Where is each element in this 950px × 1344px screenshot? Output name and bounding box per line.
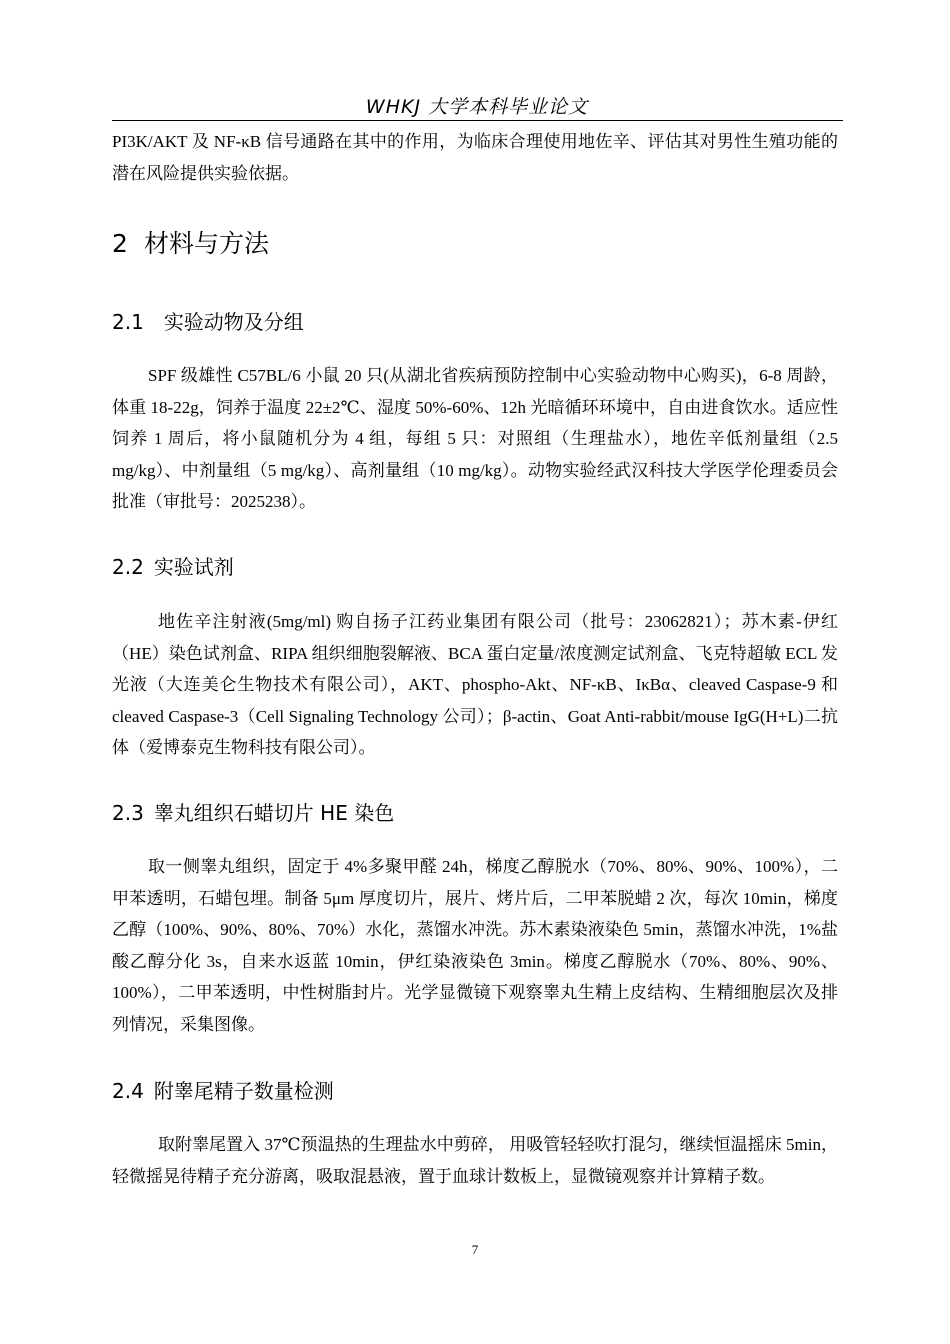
section-body-2-2: 地佐辛注射液(5mg/ml) 购自扬子江药业集团有限公司（批号：23062821）；苏木素-伊红（HE）染色试剂盒、RIPA 组织细胞裂解液、BCA 蛋白定量/浓度测定试剂盒、飞克特超敏 ECL 发光液（大连美仑生物技术有限公司），AKT、phospho-Akt、NF-κB、IκBα、cleaved Caspase-9 和 cleaved Caspase-3（Cell Signaling Technology 公司）；β-actin、Goat Anti-rabbit/mouse IgG(H+L)二抗体（爱博泰克生物科技有限公司）。 bbox=[112, 612, 838, 757]
section-title: 实验试剂 bbox=[153, 555, 234, 579]
section-number: 2.3 bbox=[112, 801, 144, 825]
section-body-2-3: 取一侧睾丸组织，固定于 4%多聚甲醛 24h，梯度乙醇脱水（70%、80%、90%、100%），二甲苯透明，石蜡包埋。制备 5μm 厚度切片，展片、烤片后，二甲苯脱蜡 2 次，每次 10min，梯度乙醇（100%、90%、80%、70%）水化，蒸馏水冲洗。苏木素染液染色 5min，蒸馏水冲洗，1%盐酸乙醇分化 3s，自来水返蓝 10min，伊红染液染色 3min。梯度乙醇脱水（70%、80%、90%、100%），二甲苯透明，中性树脂封片。光学显微镜下观察睾丸生精上皮结构、生精细胞层次及排列情况，采集图像。 bbox=[112, 857, 838, 1034]
chapter-number: 2 bbox=[112, 229, 128, 258]
section-heading-2-4 bbox=[112, 1075, 334, 1104]
section-title: 附睾尾精子数量检测 bbox=[153, 1079, 334, 1103]
section-number: 2.1 bbox=[112, 310, 144, 334]
section-body-2-4: 取附睾尾置入 37℃预温热的生理盐水中剪碎， 用吸管轻轻吹打混匀，继续恒温摇床 5min，轻微摇晃待精子充分游离，吸取混悬液，置于血球计数板上，显微镜观察并计算精子数。 bbox=[112, 1135, 838, 1186]
chapter-heading bbox=[112, 224, 269, 260]
chapter-title: 材料与方法 bbox=[144, 229, 270, 258]
section-heading-2-2 bbox=[112, 551, 234, 580]
section-title: 睾丸组织石蜡切片 HE 染色 bbox=[153, 801, 395, 825]
section-number: 2.2 bbox=[112, 555, 144, 579]
header-rule bbox=[112, 120, 843, 121]
running-header: WHKJ 大学本科毕业论文 bbox=[365, 96, 589, 118]
section-heading-2-3 bbox=[112, 797, 394, 826]
intro-continuation-paragraph: PI3K/AKT 及 NF-κB 信号通路在其中的作用，为临床合理使用地佐辛、评估其对男性生殖功能的潜在风险提供实验依据。 bbox=[112, 132, 838, 183]
section-title: 实验动物及分组 bbox=[163, 310, 304, 334]
section-number: 2.4 bbox=[112, 1079, 144, 1103]
section-body-2-1: SPF 级雄性 C57BL/6 小鼠 20 只(从湖北省疾病预防控制中心实验动物中心购买)，6-8 周龄，体重 18-22g，饲养于温度 22±2℃、湿度 50%-60%、12h 光暗循环环境中，自由进食饮水。适应性饲养 1 周后，将小鼠随机分为 4 组，每组 5 只：对照组（生理盐水），地佐辛低剂量组（2.5 mg/kg）、中剂量组（5 mg/kg）、高剂量组（10 mg/kg）。动物实验经武汉科技大学医学伦理委员会批准（审批号：2025238）。 bbox=[112, 366, 838, 511]
page-number: 7 bbox=[471, 1242, 479, 1257]
section-heading-2-1 bbox=[112, 306, 304, 335]
